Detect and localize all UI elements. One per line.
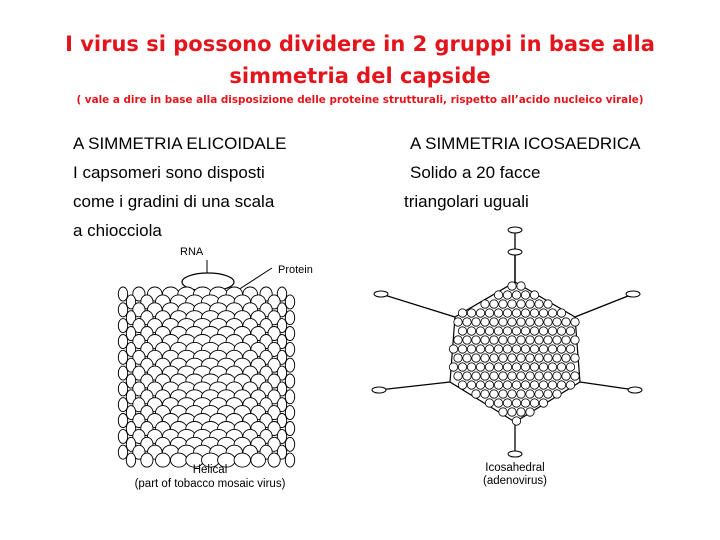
hexon-capsomer <box>467 363 475 371</box>
hexon-capsomer <box>512 291 520 299</box>
hexon-capsomer <box>530 363 538 371</box>
hexon-capsomer <box>571 354 579 362</box>
hexon-capsomer <box>526 390 534 398</box>
hexon-capsomer <box>490 300 498 308</box>
icosahedral-heading: A SIMMETRIA ICOSAEDRICA <box>410 134 641 153</box>
hexon-capsomer <box>544 372 552 380</box>
penton-fiber <box>381 294 455 317</box>
capsomer-scale <box>141 453 153 467</box>
hexon-capsomer <box>490 390 498 398</box>
penton-fiber <box>580 382 635 390</box>
hexon-capsomer <box>481 372 489 380</box>
hexon-capsomer <box>526 336 534 344</box>
hexon-capsomer <box>548 309 556 317</box>
hexon-capsomer <box>562 336 570 344</box>
hexon-capsomer <box>557 309 565 317</box>
hexon-capsomer <box>503 363 511 371</box>
hexon-capsomer <box>539 363 547 371</box>
hexon-capsomer <box>517 408 525 416</box>
hexon-capsomer <box>562 318 570 326</box>
hexon-capsomer <box>535 390 543 398</box>
hexon-capsomer <box>517 300 525 308</box>
hexon-capsomer <box>517 282 525 290</box>
hexon-capsomer <box>463 336 471 344</box>
hexon-capsomer <box>472 390 480 398</box>
penton-fiber <box>575 294 633 317</box>
hexon-capsomer <box>467 345 475 353</box>
hexon-capsomer <box>521 291 529 299</box>
hexon-capsomer <box>503 309 511 317</box>
hexon-capsomer <box>476 327 484 335</box>
hexon-capsomer <box>539 327 547 335</box>
hexon-capsomer <box>449 363 457 371</box>
hexon-capsomer <box>517 336 525 344</box>
icosahedral-capsid-drawing <box>365 222 660 492</box>
hexon-capsomer <box>539 381 547 389</box>
penton-fiber <box>379 382 450 390</box>
hexon-capsomer <box>490 354 498 362</box>
hexon-capsomer <box>458 381 466 389</box>
hexon-capsomer <box>571 336 579 344</box>
hexon-capsomer <box>544 318 552 326</box>
hexon-capsomer <box>481 390 489 398</box>
hexon-capsomer <box>454 336 462 344</box>
fiber-knob <box>372 387 386 393</box>
helical-virus-figure <box>80 240 350 495</box>
hexon-capsomer <box>521 327 529 335</box>
helical-description <box>73 129 287 245</box>
slide-title <box>0 28 720 92</box>
helical-subcaption: (part of tobacco mosaic virus) <box>134 478 286 490</box>
hexon-capsomer <box>454 372 462 380</box>
hexon-capsomer <box>481 300 489 308</box>
hexon-capsomer <box>485 381 493 389</box>
hexon-capsomer <box>508 300 516 308</box>
fiber-knob <box>628 387 642 393</box>
capsomer-scale <box>118 414 127 428</box>
hexon-capsomer <box>508 318 516 326</box>
capsomer-scale <box>268 453 280 467</box>
hexon-capsomer <box>467 327 475 335</box>
hexon-capsomer <box>553 354 561 362</box>
hexon-capsomer <box>517 390 525 398</box>
hexon-capsomer <box>562 354 570 362</box>
rna-label: RNA <box>180 246 204 258</box>
hexon-capsomer <box>517 318 525 326</box>
hexon-capsomer <box>512 381 520 389</box>
helical-line-2: come i gradini di una scala <box>73 192 275 211</box>
icosahedral-virus-figure <box>365 222 660 492</box>
hexon-capsomer <box>517 354 525 362</box>
hexon-capsomer <box>499 408 507 416</box>
hexon-capsomer <box>566 345 574 353</box>
hexon-capsomer <box>499 318 507 326</box>
hexon-capsomer <box>544 300 552 308</box>
hexon-capsomer <box>485 345 493 353</box>
hexon-capsomer <box>481 318 489 326</box>
hexon-capsomer <box>521 345 529 353</box>
hexon-capsomer <box>512 417 520 425</box>
hexon-capsomer <box>508 282 516 290</box>
helical-capsid-drawing <box>80 240 350 495</box>
hexon-capsomer <box>499 390 507 398</box>
fiber-knob <box>508 249 522 255</box>
hexon-capsomer <box>508 372 516 380</box>
hexon-capsomer <box>517 372 525 380</box>
hexon-capsomer <box>458 309 466 317</box>
hexon-capsomer <box>454 318 462 326</box>
hexon-capsomer <box>557 327 565 335</box>
hexon-capsomer <box>530 309 538 317</box>
hexon-capsomer <box>476 345 484 353</box>
slide-title-line2: simmetria del capside <box>229 64 491 88</box>
hexon-capsomer <box>503 327 511 335</box>
capsomer-scale <box>285 453 294 467</box>
capsomer-scale <box>285 327 294 341</box>
hexon-capsomer <box>490 372 498 380</box>
hexon-capsomer <box>512 399 520 407</box>
hexon-capsomer <box>499 300 507 308</box>
hexon-capsomer <box>503 291 511 299</box>
hexon-capsomer <box>508 336 516 344</box>
hexon-capsomer <box>485 309 493 317</box>
hexon-capsomer <box>526 408 534 416</box>
hexon-capsomer <box>508 390 516 398</box>
hexon-capsomer <box>535 336 543 344</box>
fiber-knob <box>626 291 640 297</box>
hexon-capsomer <box>467 309 475 317</box>
helical-line-3: a chiocciola <box>73 221 162 240</box>
hexon-capsomer <box>526 318 534 326</box>
hexon-capsomer <box>458 363 466 371</box>
hexon-capsomer <box>526 300 534 308</box>
hexon-capsomer <box>508 354 516 362</box>
hexon-capsomer <box>476 381 484 389</box>
hexon-capsomer <box>521 399 529 407</box>
hexon-capsomer <box>539 399 547 407</box>
hexon-capsomer <box>494 291 502 299</box>
hexon-capsomer <box>499 372 507 380</box>
hexon-capsomer <box>476 363 484 371</box>
hexon-capsomer <box>521 381 529 389</box>
hexon-capsomer <box>557 363 565 371</box>
hexon-capsomer <box>530 291 538 299</box>
hexon-capsomer <box>512 309 520 317</box>
hexon-capsomer <box>530 327 538 335</box>
hexon-capsomer <box>557 381 565 389</box>
hexon-capsomer <box>548 363 556 371</box>
slide-subtitle: ( vale a dire in base alla disposizione delle proteine strutturali, rispetto all’acido nucleico virale) <box>76 94 644 106</box>
hexon-capsomer <box>553 318 561 326</box>
hexon-capsomer <box>494 309 502 317</box>
hexon-capsomer <box>566 363 574 371</box>
hexon-capsomer <box>494 327 502 335</box>
hexon-capsomer <box>472 354 480 362</box>
hexon-capsomer <box>490 318 498 326</box>
hexon-capsomer <box>562 372 570 380</box>
hexon-capsomer <box>494 345 502 353</box>
hexon-capsomer <box>512 363 520 371</box>
hexon-capsomer <box>571 318 579 326</box>
fiber-knob <box>508 227 522 233</box>
hexon-capsomer <box>472 318 480 326</box>
hexon-capsomer <box>553 390 561 398</box>
hexon-capsomer <box>512 327 520 335</box>
icosahedral-description <box>404 129 641 216</box>
hexon-capsomer <box>490 336 498 344</box>
hexon-capsomer <box>535 354 543 362</box>
hexon-capsomer <box>535 300 543 308</box>
hexon-capsomer <box>454 354 462 362</box>
hexon-capsomer <box>485 363 493 371</box>
hexon-capsomer <box>548 327 556 335</box>
hexon-capsomer <box>566 381 574 389</box>
hexon-capsomer <box>485 399 493 407</box>
helical-caption: Helical <box>192 464 228 476</box>
hexon-capsomer <box>535 318 543 326</box>
hexon-capsomer <box>494 381 502 389</box>
hexon-capsomer <box>521 363 529 371</box>
hexon-capsomer <box>463 372 471 380</box>
icosahedral-subcaption: (adenovirus) <box>483 475 547 487</box>
hexon-capsomer <box>530 399 538 407</box>
hexon-capsomer <box>494 363 502 371</box>
hexon-capsomer <box>449 345 457 353</box>
hexon-capsomer <box>503 399 511 407</box>
hexon-capsomer <box>548 381 556 389</box>
hexon-capsomer <box>530 345 538 353</box>
fiber-knob <box>374 291 388 297</box>
helical-heading: A SIMMETRIA ELICOIDALE <box>73 134 287 153</box>
icosahedral-caption: Icosahedral <box>485 462 545 474</box>
hexon-capsomer <box>503 345 511 353</box>
hexon-capsomer <box>539 345 547 353</box>
hexon-capsomer <box>553 372 561 380</box>
fiber-knob <box>508 451 522 457</box>
capsomer-scale <box>126 453 135 467</box>
hexon-capsomer <box>557 345 565 353</box>
hexon-capsomer <box>458 327 466 335</box>
helical-line-1: I capsomeri sono disposti <box>73 163 265 182</box>
hexon-capsomer <box>548 345 556 353</box>
hexon-capsomer <box>472 372 480 380</box>
hexon-capsomer <box>526 372 534 380</box>
hexon-capsomer <box>539 309 547 317</box>
hexon-capsomer <box>571 372 579 380</box>
icosahedral-line-1: Solido a 20 facce <box>410 163 541 182</box>
protein-label: Protein <box>278 264 313 276</box>
hexon-capsomer <box>530 381 538 389</box>
hexon-capsomer <box>566 327 574 335</box>
hexon-capsomer <box>512 345 520 353</box>
hexon-capsomer <box>472 336 480 344</box>
hexon-capsomer <box>485 327 493 335</box>
slide-title-line1: I virus si possono dividere in 2 gruppi in base alla <box>65 32 655 56</box>
hexon-capsomer <box>499 336 507 344</box>
hexon-capsomer <box>481 336 489 344</box>
hexon-capsomer <box>553 336 561 344</box>
hexon-capsomer <box>463 318 471 326</box>
hexon-capsomer <box>503 381 511 389</box>
hexon-capsomer <box>526 354 534 362</box>
hexon-capsomer <box>476 309 484 317</box>
hexon-capsomer <box>544 354 552 362</box>
hexon-capsomer <box>535 372 543 380</box>
hexon-capsomer <box>463 354 471 362</box>
hexon-capsomer <box>544 390 552 398</box>
hexon-capsomer <box>499 354 507 362</box>
icosahedral-line-2: triangolari uguali <box>404 192 529 211</box>
hexon-capsomer <box>494 399 502 407</box>
hexon-capsomer <box>521 309 529 317</box>
hexon-capsomer <box>544 336 552 344</box>
hexon-capsomer <box>458 345 466 353</box>
hexon-capsomer <box>508 408 516 416</box>
hexon-capsomer <box>481 354 489 362</box>
hexon-capsomer <box>467 381 475 389</box>
